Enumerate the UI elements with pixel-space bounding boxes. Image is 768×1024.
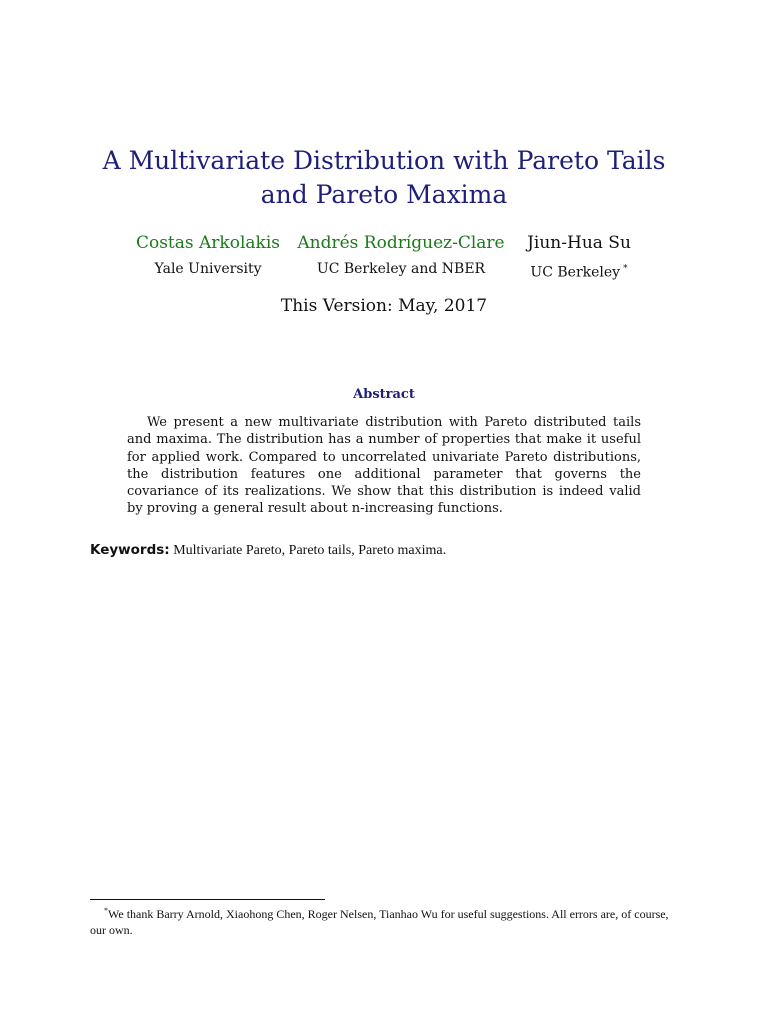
footnote-divider xyxy=(90,899,325,900)
author-3-affiliation-text: UC Berkeley xyxy=(530,264,621,281)
footnote-text: We thank Barry Arnold, Xiaohong Chen, Roger Nelsen, Tianhao Wu for useful suggestions. All errors are, of course, our own. xyxy=(90,907,669,937)
version-line: This Version: May, 2017 xyxy=(280,296,488,316)
author-2-affiliation: UC Berkeley and NBER xyxy=(316,261,486,277)
author-1[interactable] xyxy=(126,232,290,279)
author-3-affiliation xyxy=(516,259,642,283)
keywords-line xyxy=(90,540,690,561)
author-2[interactable] xyxy=(296,232,506,279)
abstract-heading: Abstract xyxy=(353,387,415,402)
footnote xyxy=(90,903,680,938)
author-2-name[interactable]: Andrés Rodríguez-Clare xyxy=(297,233,505,253)
footnote-mark: * xyxy=(104,906,108,915)
paper-title: A Multivariate Distribution with Pareto Tails and Pareto Maxima xyxy=(102,146,666,209)
author-1-name[interactable]: Costas Arkolakis xyxy=(135,233,281,253)
keywords-label: Keywords: xyxy=(90,542,170,558)
abstract-text: We present a new multivariate distribution with Pareto distributed tails and maxima. The distribution has a number of properties that make it useful for applied work. Compared to uncorrelated univariate Pareto distributions, the distribution features one additional parameter that governs the covariance of its realizations. We show that this distribution is indeed valid by proving a general result about n-increasing functions. xyxy=(127,415,641,517)
author-1-affiliation: Yale University xyxy=(154,261,262,277)
author-3 xyxy=(516,232,642,283)
footnote-marker[interactable]: * xyxy=(623,264,628,274)
keywords-text: Multivariate Pareto, Pareto tails, Pareto maxima. xyxy=(173,543,447,558)
author-3-name: Jiun-Hua Su xyxy=(527,233,631,253)
